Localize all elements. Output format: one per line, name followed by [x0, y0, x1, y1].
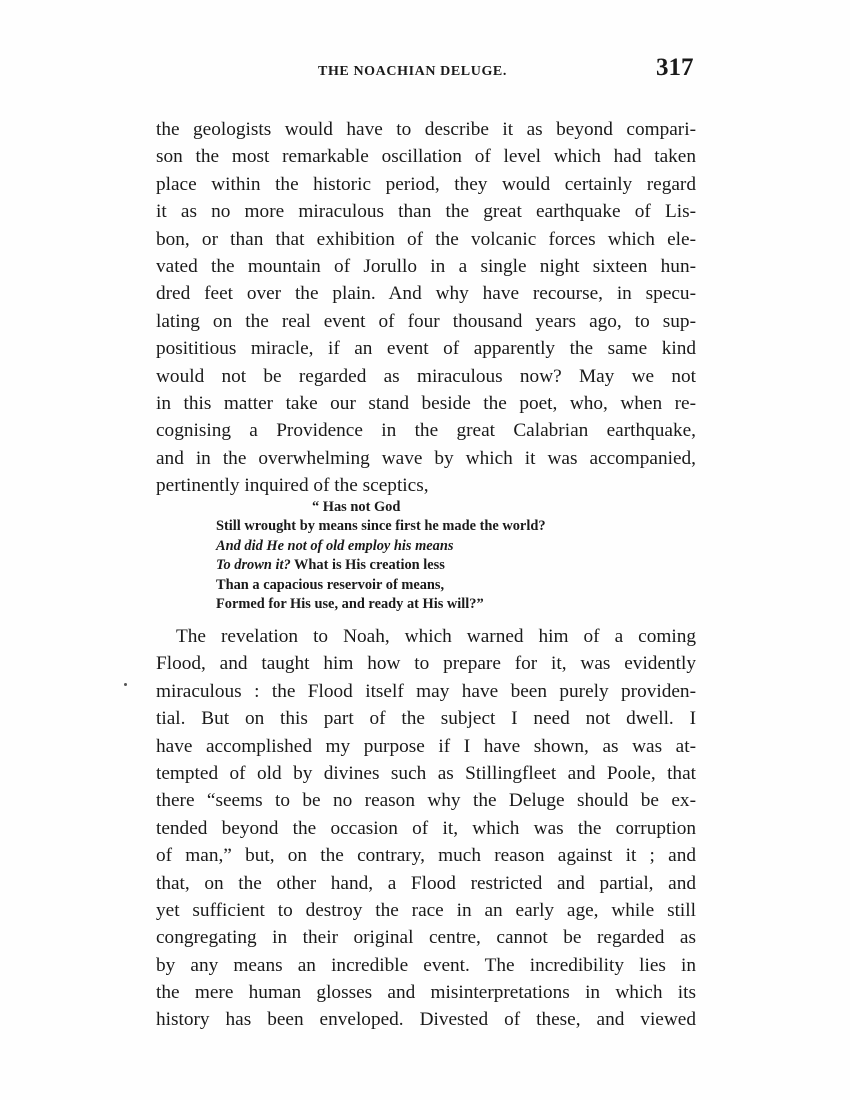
text-line: vated the mountain of Jorullo in a single night sixteen hun-: [156, 255, 696, 277]
text-line: Flood, and taught him how to prepare for it, was evidently: [156, 653, 696, 675]
text-line: have accomplished my purpose if I have shown, as was at-: [156, 735, 696, 757]
text-line: history has been enveloped. Divested of these, and viewed: [156, 1009, 696, 1031]
text-line: the mere human glosses and misinterpretations in which its: [156, 982, 696, 1004]
text-line: bon, or than that exhibition of the volcanic forces which ele-: [156, 228, 696, 250]
text-line: would not be regarded as miraculous now? May we not: [156, 365, 696, 387]
text-line: and in the overwhelming wave by which it was accompanied,: [156, 447, 696, 469]
margin-speck: [124, 683, 127, 686]
quote-upright-fragment: What is His creation less: [290, 557, 445, 574]
quote-line: Still wrought by means since first he made the world?: [216, 518, 546, 535]
text-line: it as no more miraculous than the great earthquake of Lis-: [156, 201, 696, 223]
text-line: dred feet over the plain. And why have recourse, in specu-: [156, 283, 696, 305]
text-line: tial. But on this part of the subject I need not dwell. I: [156, 708, 696, 730]
paragraph-1: [156, 116, 696, 499]
text-line: the geologists would have to describe it as beyond compari-: [156, 119, 696, 140]
text-line: posititious miracle, if an event of apparently the same kind: [156, 338, 696, 360]
text-line: place within the historic period, they would certainly regard: [156, 173, 696, 195]
quote-line: Than a capacious reservoir of means,: [216, 576, 445, 593]
text-line: that, on the other hand, a Flood restricted and partial, and: [156, 872, 696, 894]
quote-line: Formed for His use, and ready at His will?”: [216, 595, 484, 612]
quote-line: “ Has not God: [312, 499, 401, 515]
text-line: congregating in their original centre, cannot be regarded as: [156, 927, 696, 949]
quote-line: [216, 556, 616, 575]
page-number: 317: [656, 54, 694, 81]
poem-quotation: [216, 498, 616, 614]
text-line: by any means an incredible event. The incredibility lies in: [156, 954, 696, 976]
running-title: THE NOACHIAN DELUGE.: [318, 64, 507, 79]
text-line: there “seems to be no reason why the Deluge should be ex-: [156, 790, 696, 812]
quote-line: And did He not of old employ his means: [216, 537, 454, 554]
text-line: yet sufficient to destroy the race in an early age, while still: [156, 899, 696, 921]
text-line: The revelation to Noah, which warned him of a coming: [176, 626, 696, 647]
text-line: tended beyond the occasion of it, which was the corruption: [156, 817, 696, 839]
text-line: in this matter take our stand beside the poet, who, when re-: [156, 392, 696, 414]
quote-italic-fragment: To drown it?: [216, 557, 291, 574]
text-line: lating on the real event of four thousand years ago, to sup-: [156, 310, 696, 332]
text-line: miraculous : the Flood itself may have been purely providen-: [156, 680, 696, 702]
text-line: pertinently inquired of the sceptics,: [156, 475, 429, 497]
paragraph-2: [156, 623, 696, 1034]
text-line: tempted of old by divines such as Stillingfleet and Poole, that: [156, 762, 696, 784]
text-line: son the most remarkable oscillation of level which had taken: [156, 146, 696, 168]
text-line: of man,” but, on the contrary, much reason against it ; and: [156, 845, 696, 867]
text-line: cognising a Providence in the great Calabrian earthquake,: [156, 420, 696, 442]
